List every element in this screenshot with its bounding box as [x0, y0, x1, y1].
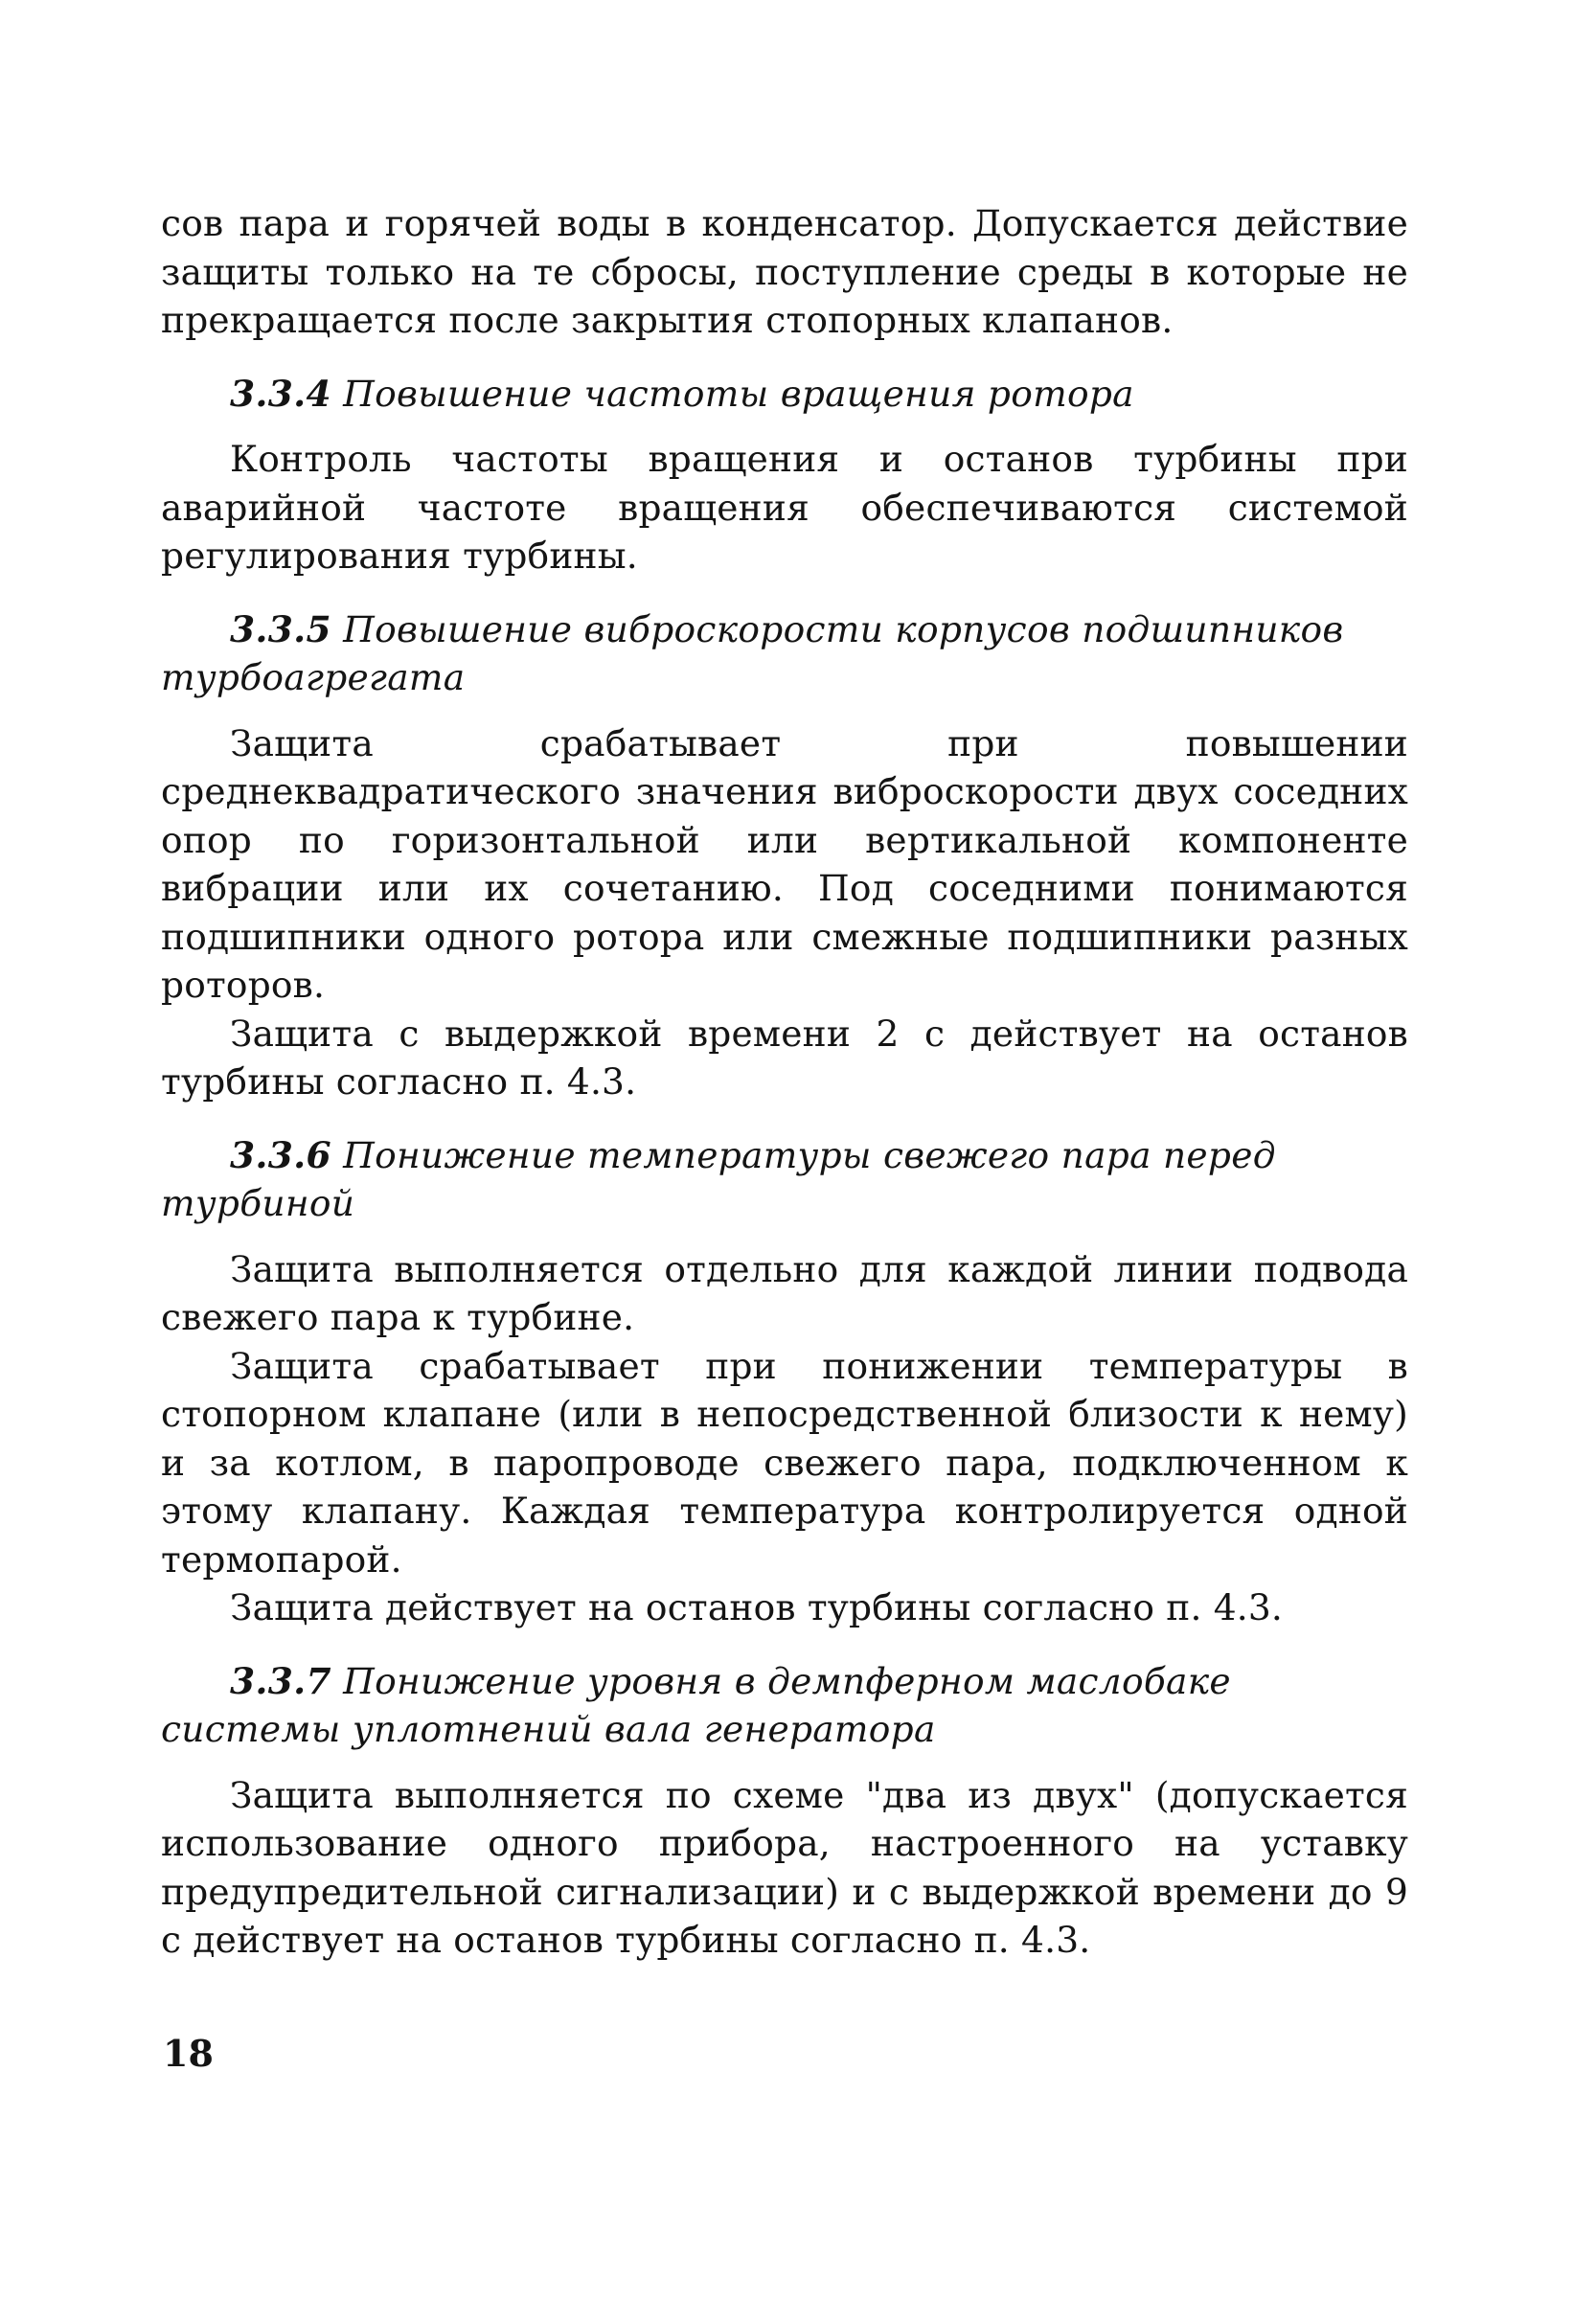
section-number: 3.3.6 — [230, 1133, 331, 1176]
section-paragraph: Защита срабатывает при повышении среднеквадратического значения виброскорости двух соседних опор по горизонтальной или вертикальной компоненте вибрации или их сочетанию. Под соседними понимаются подшипники одного ротора или смежные подшипники разных роторов. — [161, 721, 1408, 1006]
section-heading — [161, 1131, 1408, 1228]
section-number: 3.3.7 — [230, 1659, 331, 1702]
section-heading — [161, 605, 1408, 702]
section-title: Понижение уровня в демпферном маслобаке системы уплотнений вала генератора — [161, 1659, 1231, 1750]
section-paragraph: Защита с выдержкой времени 2 с действует на останов турбины согласно п. 4.3. — [161, 1012, 1408, 1103]
page-number: 18 — [163, 2032, 214, 2075]
section-heading — [161, 370, 1408, 419]
section-paragraph: Защита действует на останов турбины согласно п. 4.3. — [230, 1586, 1284, 1628]
intro-paragraph: сов пара и горячей воды в конденсатор. Допускается действие защиты только на те сбросы, поступление среды в которые не прекращается после закрытия стопорных клапанов. — [161, 202, 1408, 341]
section-title: Понижение температуры свежего пара перед турбиной — [161, 1133, 1276, 1224]
section-3-3-4 — [161, 370, 1408, 580]
section-paragraph: Защита выполняется отдельно для каждой линии подвода свежего пара к турбине. — [161, 1247, 1408, 1338]
page-content — [161, 199, 1408, 1965]
section-number: 3.3.4 — [230, 372, 331, 415]
section-paragraph: Контроль частоты вращения и останов турбины при аварийной частоте вращения обеспечиваются системой регулирования турбины. — [161, 438, 1408, 577]
section-paragraph: Защита выполняется по схеме "два из двух" (допускается использование одного прибора, настроенного на уставку предупредительной сигнализации) и с выдержкой времени до 9 с действует на останов турбины согласно п. 4.3. — [161, 1773, 1408, 1961]
section-3-3-6 — [161, 1131, 1408, 1632]
section-title: Повышение частоты вращения ротора — [343, 372, 1134, 415]
section-3-3-5 — [161, 605, 1408, 1106]
section-number: 3.3.5 — [230, 607, 331, 650]
section-paragraph: Защита срабатывает при понижении температуры в стопорном клапане (или в непосредственной близости к нему) и за котлом, в паропроводе свежего пара, подключенном к этому клапану. Каждая температура контролируется одной термопарой. — [161, 1344, 1408, 1581]
section-3-3-7 — [161, 1657, 1408, 1965]
section-title: Повышение виброскорости корпусов подшипников турбоагрегата — [161, 607, 1344, 698]
section-heading — [161, 1657, 1408, 1754]
